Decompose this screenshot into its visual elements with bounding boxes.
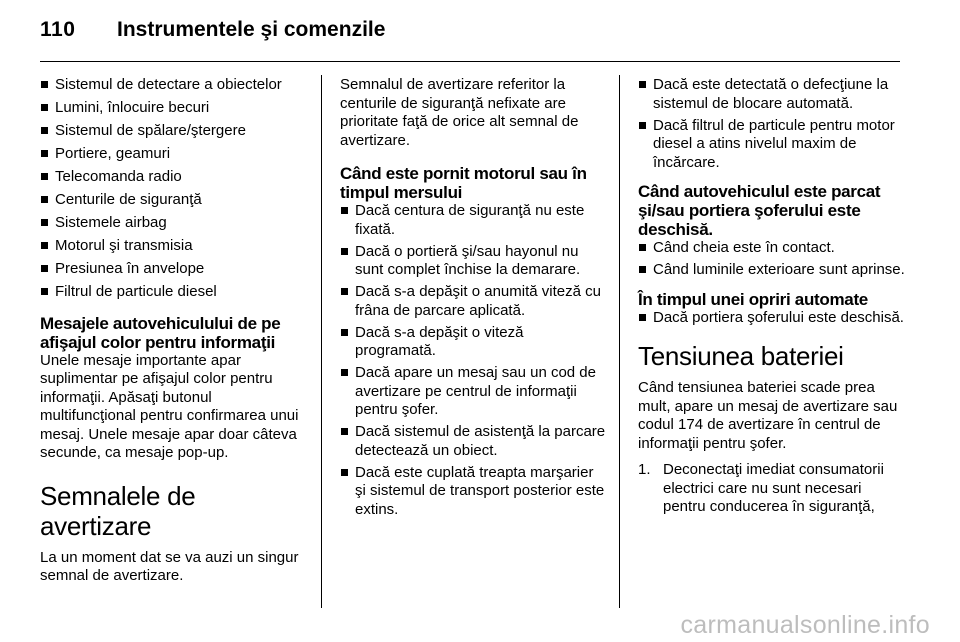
list-item: Dacă apare un mesaj sau un cod de avertizare pe centrul de informaţii pentru şofer. (340, 364, 606, 420)
list-item: Dacă o portieră şi/sau hayonul nu sunt complet închise la demarare. (340, 243, 606, 280)
column-divider (321, 75, 322, 608)
list-item: Dacă este detectată o defecţiune la sistemul de blocare automată. (638, 76, 906, 113)
section-heading: Mesajele autovehiculului de pe afişajul color pentru informaţii (40, 313, 281, 352)
column-3 (638, 76, 906, 517)
section-heading: Când autovehiculul este parcat şi/sau portiera şoferului este deschisă. (638, 182, 881, 239)
page-title: Instrumentele şi comenzile (117, 18, 386, 41)
list-item: Lumini, înlocuire becuri (40, 99, 308, 118)
list-item: Dacă este cuplată treapta marşarier şi sistemul de transport posterior este extins. (340, 464, 606, 520)
section-title: Semnalele de avertizare (40, 480, 196, 541)
section-heading: Când este pornit motorul sau în timpul mersului (340, 164, 587, 202)
paragraph: Unele mesaje importante apar suplimentar pe afişajul color pentru informaţii. Apăsaţi butonul multifuncţional pentru confirmarea unui mesaj. Unele mesaje apar doar câteva secunde, ca mesaje pop-up. (40, 351, 299, 461)
column-2 (340, 76, 606, 523)
section-title: Tensiunea bateriei (638, 341, 844, 371)
list-item: Motorul şi transmisia (40, 237, 308, 256)
list-item: Dacă s-a depăşit o viteză programată. (340, 324, 606, 361)
paragraph: Când tensiunea bateriei scade prea mult, apare un mesaj de avertizare sau codul 174 de avertizare în centrul de informaţii pentru şofer. (638, 379, 898, 452)
column-divider (619, 75, 620, 608)
header-rule (40, 61, 900, 62)
section-heading: În timpul unei opriri automate (638, 289, 868, 309)
paragraph: Semnalul de avertizare referitor la centurile de siguranţă nefixate are prioritate faţă de orice alt semnal de avertizare. (340, 76, 579, 149)
list-item: Sistemul de spălare/ştergere (40, 122, 308, 141)
warning-list (638, 309, 906, 328)
warning-list (340, 202, 606, 519)
list-item: Centurile de siguranţă (40, 191, 308, 210)
paragraph: La un moment dat se va auzi un singur semnal de avertizare. (40, 548, 299, 584)
list-item: Portiere, geamuri (40, 145, 308, 164)
list-item: Sistemele airbag (40, 214, 308, 233)
numbered-list (638, 461, 906, 517)
warning-list (638, 239, 906, 280)
list-item: Telecomanda radio (40, 168, 308, 187)
list-item: Filtrul de particule diesel (40, 283, 308, 302)
list-item: Când luminile exterioare sunt aprinse. (638, 261, 906, 280)
list-item: Presiunea în anvelope (40, 260, 308, 279)
column-1 (40, 76, 308, 586)
list-item: Dacă portiera şoferului este deschisă. (638, 309, 906, 328)
topic-list (40, 76, 308, 302)
item-text: Deconectaţi imediat consumatorii electrici care nu sunt necesari pentru conducerea în siguranţă, (663, 461, 884, 515)
list-item: Dacă centura de siguranţă nu este fixată. (340, 202, 606, 239)
item-number: 1. (638, 461, 651, 478)
list-item: Dacă sistemul de asistenţă la parcare detectează un obiect. (340, 423, 606, 460)
list-item: Dacă filtrul de particule pentru motor diesel a atins nivelul maxim de încărcare. (638, 117, 906, 173)
watermark: carmanualsonline.info (680, 611, 930, 639)
page-number: 110 (40, 18, 76, 41)
list-item: Sistemul de detectare a obiectelor (40, 76, 308, 95)
warning-list (638, 76, 906, 172)
list-item: Când cheia este în contact. (638, 239, 906, 258)
list-item (638, 461, 906, 517)
list-item: Dacă s-a depăşit o anumită viteză cu frâna de parcare aplicată. (340, 283, 606, 320)
